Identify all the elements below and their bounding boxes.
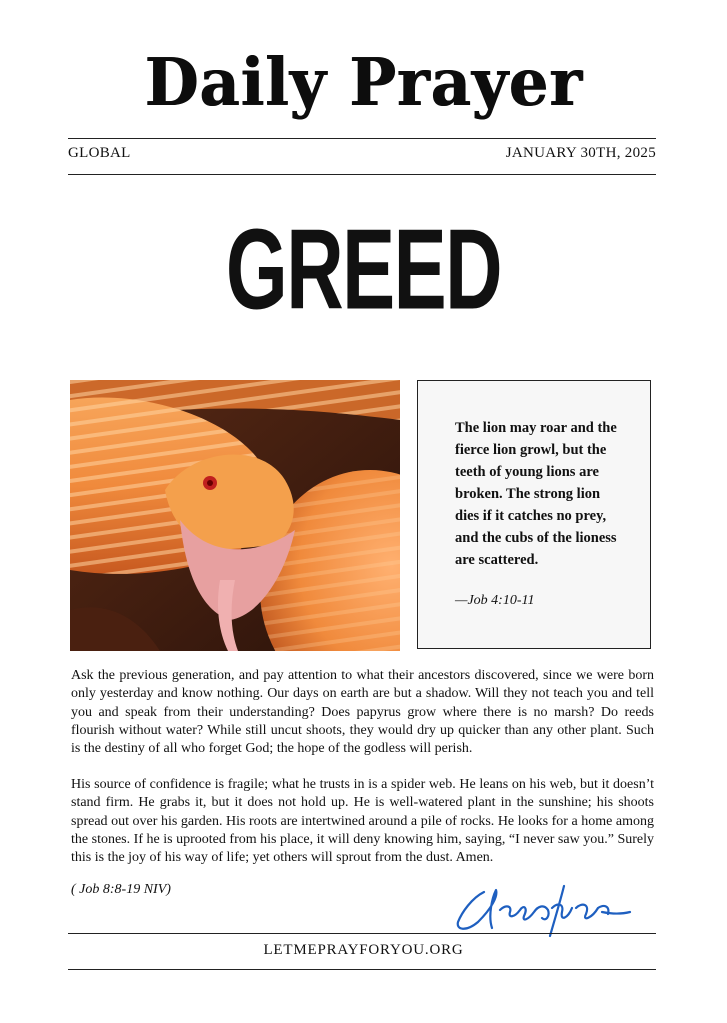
- body-paragraph-1: Ask the previous generation, and pay attention to what their ancestors discovered, since we were born only yesterday and know nothing. Our days on earth are but a shadow. Will they not teach you and tell you and speak from their understanding? Does papyrus grow where there is no marsh? Do reeds flourish without water? While still uncut shoots, they would dry up quicker than any other plant. Such is the destiny of all who forget God; the hope of the godless will perish.: [71, 668, 654, 757]
- signature: [452, 878, 632, 940]
- meta-rule: [68, 174, 656, 175]
- body-paragraph-2: His source of confidence is fragile; what he trusts in is a spider web. He leans on his web, but it doesn’t stand firm. He grabs it, but it does not hold up. He is well-watered plant in the sunshine; his shoots spread out over his garden. His roots are intertwined around a pile of rocks. He looks for a home among the stones. If he is uprooted from his place, it will deny knowing him, saying, “I never saw you.” Surely this is the joy of his way of life; yet others will sprout from the dust. Amen.: [71, 777, 654, 866]
- date-label: JANUARY 30TH, 2025: [505, 145, 656, 161]
- footer-site: LETMEPRAYFORYOU.ORG: [263, 942, 464, 958]
- footer-bottom-rule: [68, 969, 656, 970]
- top-rule: [68, 138, 656, 139]
- quote-citation: —Job 4:10-11: [455, 593, 535, 608]
- masthead-title: Daily Prayer: [144, 44, 583, 121]
- scripture-quote-box: [417, 380, 651, 649]
- region-label: GLOBAL: [68, 145, 131, 161]
- scripture-reference: ( Job 8:8-19 NIV): [71, 882, 171, 897]
- quote-text: The lion may roar and the fierce lion growl, but the teeth of young lions are broken. The strong lion dies if it catches no prey, and the cubs of the lioness are scattered.: [455, 420, 617, 568]
- headline: GREED: [225, 205, 502, 333]
- footer-top-rule: [68, 933, 656, 934]
- snake-photo: [70, 380, 400, 651]
- snake-illustration: [70, 380, 400, 651]
